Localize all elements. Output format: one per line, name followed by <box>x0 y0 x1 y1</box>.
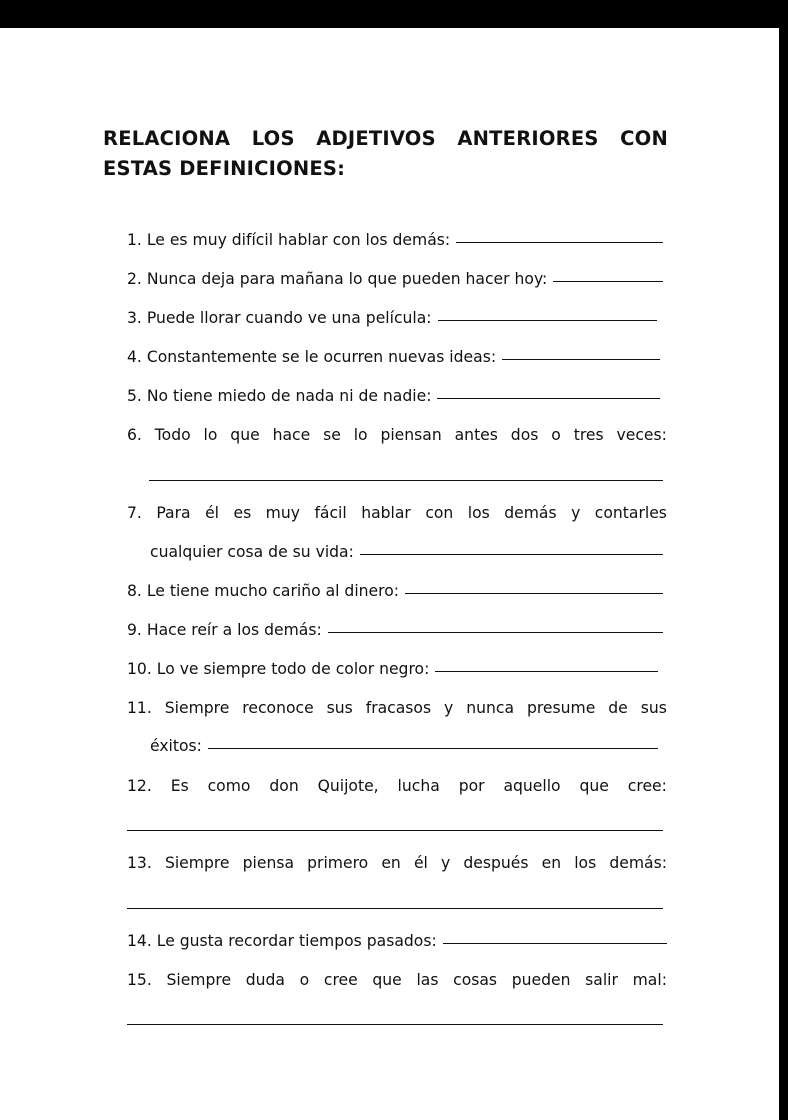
item-number: 12. <box>127 777 152 795</box>
item-text: No tiene miedo de nada ni de nadie: <box>146 387 432 405</box>
definition-item-6 <box>127 423 667 447</box>
item-text: Puede llorar cuando ve una película: <box>146 309 432 327</box>
item-word: primero <box>307 854 369 872</box>
item-text: Constantemente se le ocurren nuevas ideas: <box>146 348 497 366</box>
item-word: en <box>381 854 401 872</box>
answer-blank-1[interactable] <box>456 242 663 243</box>
item-text: Hace reír a los demás: <box>146 621 322 639</box>
item-word: de <box>608 699 628 717</box>
answer-blank-14[interactable] <box>443 943 667 944</box>
definition-item-4 <box>127 345 660 369</box>
definition-item-10 <box>127 657 658 681</box>
item-word: Siempre <box>164 854 230 872</box>
item-word: y <box>571 504 581 522</box>
definition-item-2 <box>127 267 663 291</box>
item-word: piensa <box>242 854 295 872</box>
item-word: demás: <box>609 854 667 872</box>
item-word: Para <box>156 504 191 522</box>
answer-blank-2[interactable] <box>553 281 663 282</box>
definition-item-12 <box>127 774 667 798</box>
item-text: Le es muy difícil hablar con los demás: <box>146 231 451 249</box>
item-number: 14. <box>127 932 152 950</box>
item-text: Le gusta recordar tiempos pasados: <box>156 932 437 950</box>
item-word: hace <box>272 426 311 444</box>
item-number: 5. <box>127 387 142 405</box>
definition-item-15 <box>127 968 667 992</box>
definition-item-8 <box>127 579 663 603</box>
item-word: sus <box>326 699 353 717</box>
worksheet-page <box>0 28 779 1120</box>
answer-blank-9[interactable] <box>328 632 663 633</box>
item-number: 1. <box>127 231 142 249</box>
item-word: lo <box>203 426 218 444</box>
answer-blank-7[interactable] <box>360 554 663 555</box>
item-word: tres <box>573 426 604 444</box>
title-line-2: ESTAS DEFINICIONES: <box>103 157 346 180</box>
title-word: CON <box>620 127 668 150</box>
item-word: cree: <box>627 777 667 795</box>
item-word: que <box>230 426 260 444</box>
item-word: Siempre <box>164 699 230 717</box>
item-word: piensan <box>380 426 442 444</box>
title-line-1 <box>103 124 668 154</box>
definition-item-7 <box>127 501 667 525</box>
answer-blank-10[interactable] <box>435 671 658 672</box>
item-text: Lo ve siempre todo de color negro: <box>156 660 430 678</box>
item-word: las <box>416 971 439 989</box>
item-word: sus <box>640 699 667 717</box>
item-number: 7. <box>127 504 142 522</box>
answer-blank-5[interactable] <box>437 398 660 399</box>
item-word: como <box>207 777 251 795</box>
definition-item-9 <box>127 618 663 642</box>
item-word: él <box>205 504 219 522</box>
answer-blank-11[interactable] <box>208 748 658 749</box>
item-word: muy <box>265 504 300 522</box>
definition-item-7-continuation <box>150 540 663 564</box>
item-word: los <box>574 854 597 872</box>
item-word: Siempre <box>166 971 232 989</box>
item-number: 10. <box>127 660 152 678</box>
item-word: aquello <box>503 777 561 795</box>
answer-blank-6[interactable] <box>149 480 663 481</box>
item-word: y <box>441 854 451 872</box>
item-number: 3. <box>127 309 142 327</box>
item-word: veces: <box>616 426 667 444</box>
item-word: o <box>551 426 561 444</box>
item-word: se <box>323 426 341 444</box>
item-word: fácil <box>314 504 347 522</box>
answer-blank-15[interactable] <box>127 1024 663 1025</box>
item-word: contarles <box>594 504 667 522</box>
definition-item-1 <box>127 228 663 252</box>
item-word: con <box>425 504 454 522</box>
item-word: pueden <box>511 971 571 989</box>
item-word: es <box>233 504 252 522</box>
item-number: 8. <box>127 582 142 600</box>
item-word: que <box>579 777 609 795</box>
title-word: ANTERIORES <box>457 127 599 150</box>
item-word: en <box>541 854 562 872</box>
item-number: 11. <box>127 699 152 717</box>
answer-blank-4[interactable] <box>502 359 660 360</box>
item-word: después <box>463 854 529 872</box>
definition-item-5 <box>127 384 660 408</box>
item-word: mal: <box>632 971 667 989</box>
item-word: lucha <box>397 777 440 795</box>
item-text: Nunca deja para mañana lo que pueden hacer hoy: <box>146 270 548 288</box>
item-word: don <box>269 777 299 795</box>
item-word: o <box>299 971 310 989</box>
item-word: antes <box>454 426 498 444</box>
item-word: reconoce <box>242 699 314 717</box>
item-word: presume <box>526 699 596 717</box>
item-text: éxitos: <box>150 737 202 755</box>
definition-item-14 <box>127 929 667 953</box>
item-word: fracasos <box>365 699 432 717</box>
item-word: nunca <box>466 699 515 717</box>
item-word: por <box>458 777 485 795</box>
item-word: que <box>372 971 402 989</box>
item-word: Es <box>170 777 189 795</box>
item-word: cree <box>323 971 358 989</box>
item-text: Le tiene mucho cariño al dinero: <box>146 582 399 600</box>
item-word: hablar <box>361 504 411 522</box>
item-word: Todo <box>154 426 191 444</box>
definition-item-11-continuation <box>150 734 658 758</box>
item-word: lo <box>353 426 368 444</box>
item-number: 9. <box>127 621 142 639</box>
answer-blank-3[interactable] <box>438 320 657 321</box>
item-number: 13. <box>127 854 152 872</box>
item-number: 2. <box>127 270 142 288</box>
answer-blank-13[interactable] <box>127 908 663 909</box>
item-word: los <box>467 504 490 522</box>
answer-blank-8[interactable] <box>405 593 663 594</box>
item-word: duda <box>245 971 285 989</box>
item-word: y <box>444 699 454 717</box>
item-word: cosas <box>453 971 498 989</box>
item-number: 4. <box>127 348 142 366</box>
title-word: ADJETIVOS <box>316 127 436 150</box>
answer-blank-12[interactable] <box>127 830 663 831</box>
definition-item-11 <box>127 696 667 720</box>
item-word: dos <box>510 426 539 444</box>
item-word: él <box>413 854 428 872</box>
item-word: Quijote, <box>317 777 379 795</box>
definition-item-13 <box>127 851 667 875</box>
item-word: demás <box>504 504 557 522</box>
item-word: salir <box>585 971 618 989</box>
item-number: 6. <box>127 426 142 444</box>
item-text: cualquier cosa de su vida: <box>150 543 354 561</box>
title-word: RELACIONA <box>103 127 231 150</box>
worksheet-title <box>103 124 668 184</box>
item-number: 15. <box>127 971 152 989</box>
definition-item-3 <box>127 306 657 330</box>
title-word: LOS <box>251 127 295 150</box>
